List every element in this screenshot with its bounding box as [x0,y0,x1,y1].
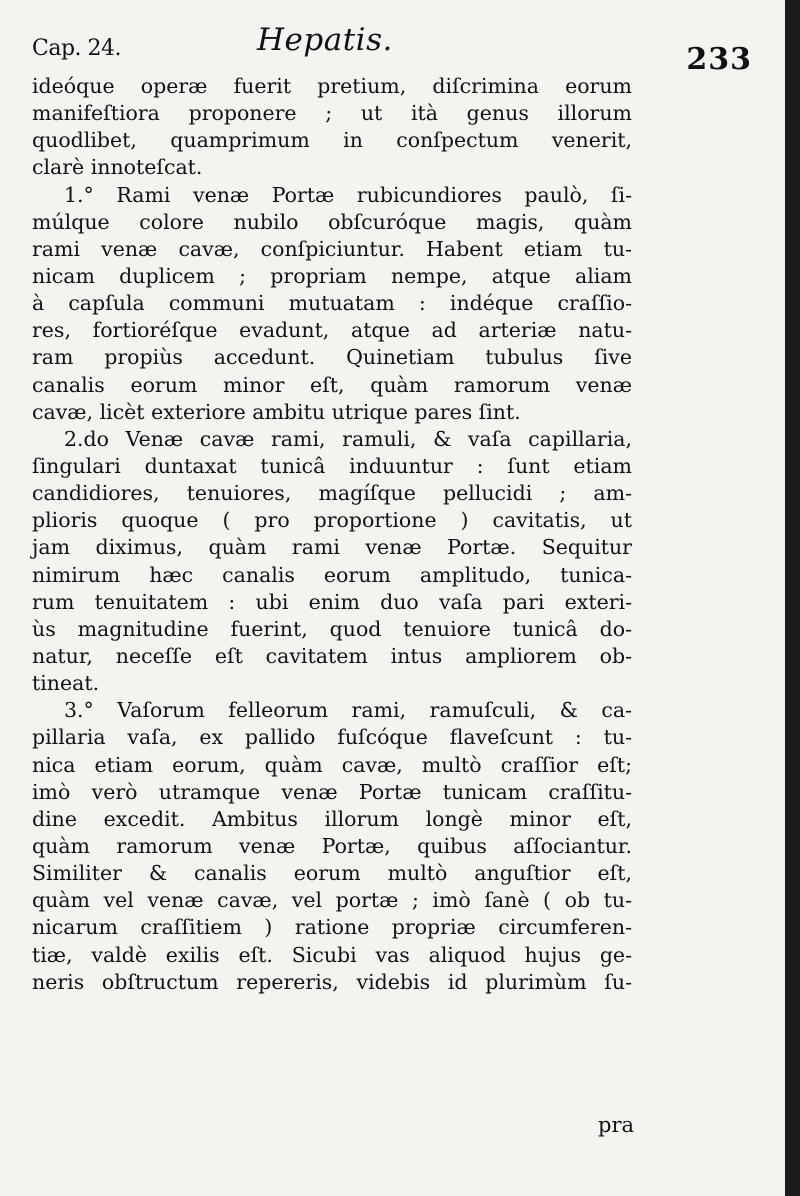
text-line: dine excedit. Ambitus illorum longè minor eſt, [32,806,632,831]
text-line: pillaria vaſa, ex pallido fuſcóque flaveſcunt : tu- [32,725,632,750]
text-line: Similiter & canalis eorum multò anguſtior eſt, [32,861,632,886]
text-line: tineat. [32,671,100,696]
running-title: Hepatis. [257,22,393,58]
text-line: manifeſtiora proponere ; ut ità genus illorum [32,101,632,126]
text-line: plioris quoque ( pro proportione ) cavitatis, ut [32,508,632,533]
text-line: cavæ, licèt exteriore ambitu utrique pares ſint. [32,399,521,424]
text-line: imò verò utramque venæ Portæ tunicam craſſitu- [32,779,632,804]
text-line: canalis eorum minor eſt, quàm ramorum venæ [32,372,632,397]
chapter-label: Cap. 24. [32,36,122,61]
page-number: 233 [686,42,752,77]
page-header [32,22,752,77]
body-text [32,73,632,996]
text-line: 2.do Venæ cavæ rami, ramuli, & vaſa capillaria, [64,426,632,451]
text-line: quàm ramorum venæ Portæ, quibus aſſociantur. [32,833,632,858]
text-line: 1.° Rami venæ Portæ rubicundiores paulò, ſi- [64,182,632,207]
text-line: neris obſtructum repereris, videbis id plurimùm ſu- [32,969,632,994]
text-line: ùs magnitudine fuerint, quod tenuiore tunicâ do- [32,616,632,641]
text-line: múlque colore nubilo obſcuróque magis, quàm [32,209,632,234]
text-line: res, fortioréſque evadunt, atque ad arteriæ natu- [32,318,632,343]
text-line: nimirum hæc canalis eorum amplitudo, tunica- [32,562,632,587]
text-line: rum tenuitatem : ubi enim duo vaſa pari exteri- [32,589,632,614]
text-line: quàm vel venæ cavæ, vel portæ ; imò ſanè ( ob tu- [32,888,632,913]
text-line: ſingulari duntaxat tunicâ induuntur : ſunt etiam [32,453,632,478]
text-line: ideóque operæ fuerit pretium, diſcrimina eorum [32,74,632,98]
text-line: rami venæ cavæ, conſpiciuntur. Habent etiam tu- [32,236,632,261]
catchword: pra [598,1113,635,1137]
text-line: tiæ, valdè exilis eſt. Sicubi vas aliquod hujus ge- [32,942,632,967]
text-line: clarè innoteſcat. [32,155,203,180]
text-line: jam diximus, quàm rami venæ Portæ. Sequitur [32,535,632,560]
text-line: nicarum craſſitiem ) ratione propriæ circumferen- [32,915,632,940]
text-line: candidiores, tenuiores, magíſque pellucidi ; am- [32,481,632,506]
text-line: nica etiam eorum, quàm cavæ, multò craſſior eſt; [32,752,632,777]
text-line: à capſula communi mutuatam : indéque craſſio- [32,291,632,316]
text-line: quodlibet, quamprimum in conſpectum venerit, [32,128,632,153]
text-line: natur, neceſſe eſt cavitatem intus ampliorem ob- [32,643,632,668]
text-line: nicam duplicem ; propriam nempe, atque aliam [32,263,632,288]
text-line: ram propiùs accedunt. Quinetiam tubulus ſive [32,345,632,370]
text-line: 3.° Vaſorum felleorum rami, ramuſculi, & ca- [64,698,632,723]
